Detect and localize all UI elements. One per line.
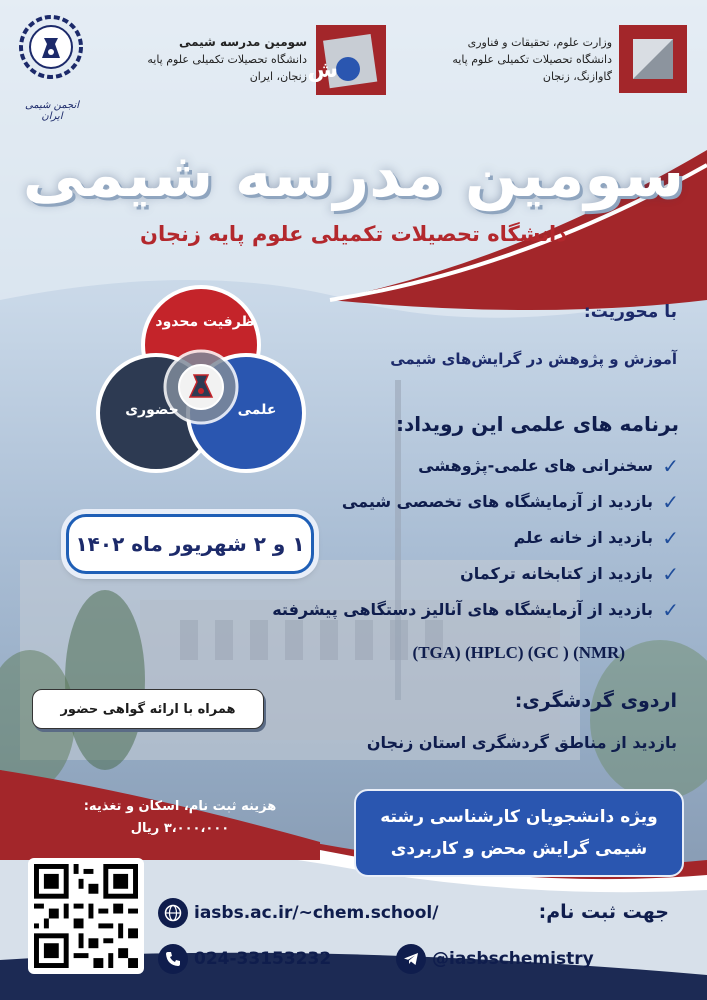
venn-label-left: حضوری [125, 402, 179, 418]
phone-contact[interactable] [158, 944, 331, 974]
ministry-line-3: گاوازنگ، زنجان [542, 70, 612, 83]
telegram-contact[interactable] [396, 944, 594, 974]
chemical-society-logo-icon [18, 14, 84, 98]
school-line-3: زنجان، ایران [249, 70, 307, 83]
school-logo-icon [307, 25, 386, 95]
checkmark-icon: ✓ [662, 598, 679, 622]
checkmark-icon: ✓ [662, 562, 679, 586]
focus-label: با محوریت: [583, 302, 677, 322]
ministry-logo-icon [619, 25, 687, 93]
globe-icon [158, 898, 188, 928]
ministry-line-2: دانشگاه تحصیلات تکمیلی علوم پایه [452, 53, 612, 66]
list-item: ✓ بازدید از کتابخانه ترکمان [272, 556, 679, 592]
website-link[interactable]: iasbs.ac.ir/~chem.school/ [194, 903, 439, 923]
phone-number[interactable]: 024-33153232 [194, 949, 332, 969]
checkmark-icon: ✓ [662, 526, 679, 550]
fee-info [70, 796, 290, 840]
page-subtitle: دانشگاه تحصیلات تکمیلی علوم پایه زنجان [140, 222, 567, 246]
society-name: انجمن شیمی ایران [24, 100, 80, 122]
focus-text: آموزش و پژوهش در گرایش‌های شیمی [390, 350, 677, 368]
list-item: ✓ بازدید از خانه علم [272, 520, 679, 556]
programs-title: برنامه های علمی این رویداد: [396, 412, 679, 436]
telegram-icon [396, 944, 426, 974]
svg-text:ش: ش [307, 58, 338, 83]
event-date: ۱ و ۲ شهریور ماه ۱۴۰۲ [66, 514, 314, 574]
school-line-2: دانشگاه تحصیلات تکمیلی علوم پایه [147, 53, 307, 66]
programs-list [272, 448, 679, 628]
school-info [147, 34, 307, 85]
school-line-1: سومین مدرسه شیمی [178, 35, 307, 49]
tour-title: اردوی گردشگری: [514, 690, 677, 712]
venn-label-top: ظرفیت محدود [155, 314, 255, 330]
checkmark-icon: ✓ [662, 490, 679, 514]
tour-text: بازدید از مناطق گردشگری استان زنجان [366, 733, 677, 752]
audience-line-2: شیمی گرایش محض و کاربردی [390, 839, 648, 859]
analysis-methods: (TGA) (HPLC) (GC ) (NMR) [412, 643, 625, 662]
checkmark-icon: ✓ [662, 454, 679, 478]
qr-code-icon[interactable] [28, 858, 144, 974]
ministry-line-1: وزارت علوم، تحقیقات و فناوری [467, 36, 612, 49]
fee-amount: ۳،۰۰۰،۰۰۰ ریال [130, 821, 230, 836]
audience-line-1: ویژه دانشجویان کارشناسی رشته [380, 807, 658, 827]
list-item: ✓ سخنرانی های علمی-پژوهشی [272, 448, 679, 484]
telegram-handle[interactable]: @iasbschemistry [432, 949, 594, 969]
page-title: سومین مدرسه شیمی [22, 138, 685, 211]
ministry-info [452, 34, 612, 85]
list-item: ✓ بازدید از آزمایشگاه های آنالیز دستگاهی پیشرفته [272, 592, 679, 628]
website-contact[interactable] [158, 898, 438, 928]
registration-label: جهت ثبت نام: [538, 901, 669, 923]
venn-label-right: علمی [237, 402, 277, 418]
audience-box [354, 789, 684, 877]
fee-label: هزینه ثبت نام، اسکان و تغذیه: [83, 799, 277, 814]
certificate-note: همراه با ارائه گواهی حضور [32, 689, 264, 729]
phone-icon [158, 944, 188, 974]
list-item: ✓ بازدید از آزمایشگاه های تخصصی شیمی [272, 484, 679, 520]
